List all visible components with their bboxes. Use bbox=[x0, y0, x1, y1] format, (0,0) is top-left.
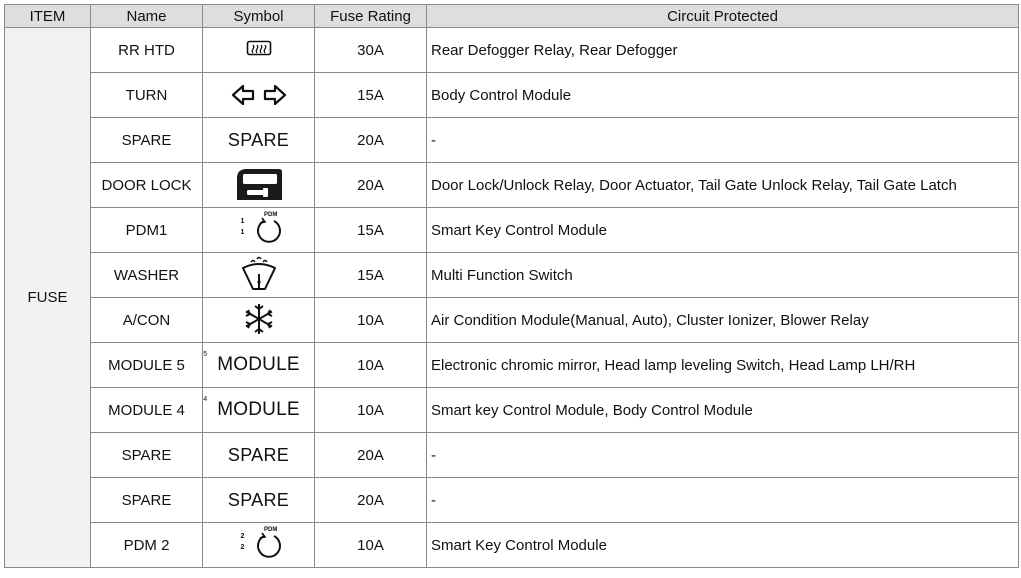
circuit-protected: - bbox=[427, 478, 1019, 523]
circuit-protected: Air Condition Module(Manual, Auto), Cluster Ionizer, Blower Relay bbox=[427, 298, 1019, 343]
spare-symbol-text: SPARE bbox=[227, 489, 290, 510]
fuse-rating: 10A bbox=[315, 523, 427, 568]
module-number: 5 bbox=[203, 351, 208, 358]
fuse-rating: 15A bbox=[315, 253, 427, 298]
fuse-name: SPARE bbox=[91, 433, 203, 478]
pdm-number-labels bbox=[241, 216, 245, 238]
rear-defogger-icon bbox=[246, 30, 272, 70]
pdm-number-bottom: 1 bbox=[240, 229, 245, 236]
fuse-rating: 20A bbox=[315, 118, 427, 163]
symbol-cell bbox=[203, 163, 315, 208]
circuit-protected: Smart key Control Module, Body Control Module bbox=[427, 388, 1019, 433]
module-number: 4 bbox=[203, 396, 208, 403]
fuse-name: TURN bbox=[91, 73, 203, 118]
pdm-number-top: 1 bbox=[240, 218, 245, 225]
pdm-icon bbox=[229, 208, 289, 248]
fuse-name: RR HTD bbox=[91, 28, 203, 73]
header-fuse-rating: Fuse Rating bbox=[315, 5, 427, 28]
header-circuit-protected: Circuit Protected bbox=[427, 5, 1019, 28]
header-item: ITEM bbox=[5, 5, 91, 28]
pdm-label: PDM bbox=[263, 527, 277, 533]
fuse-rating: 10A bbox=[315, 388, 427, 433]
table-row bbox=[5, 208, 1019, 253]
fuse-table bbox=[4, 4, 1019, 568]
fuse-name: DOOR LOCK bbox=[91, 163, 203, 208]
circuit-protected: - bbox=[427, 118, 1019, 163]
table-row bbox=[5, 298, 1019, 343]
table-row bbox=[5, 118, 1019, 163]
table-row bbox=[5, 253, 1019, 298]
turn-arrows-icon bbox=[231, 75, 287, 115]
module-symbol-text: MODULE bbox=[217, 354, 300, 375]
fuse-rating: 20A bbox=[315, 433, 427, 478]
symbol-cell bbox=[203, 523, 315, 568]
fuse-rating: 15A bbox=[315, 208, 427, 253]
fuse-name: MODULE 4 bbox=[91, 388, 203, 433]
fuse-name: PDM1 bbox=[91, 208, 203, 253]
table-row bbox=[5, 163, 1019, 208]
module-symbol bbox=[203, 390, 300, 430]
pdm-number-top: 2 bbox=[240, 533, 245, 540]
spare-symbol-text: SPARE bbox=[227, 444, 290, 465]
pdm-number-bottom: 2 bbox=[240, 544, 245, 551]
symbol-cell bbox=[203, 433, 315, 478]
snowflake-icon bbox=[241, 299, 277, 339]
table-row bbox=[5, 73, 1019, 118]
circuit-protected: Body Control Module bbox=[427, 73, 1019, 118]
fuse-rating: 10A bbox=[315, 343, 427, 388]
fuse-rating: 10A bbox=[315, 298, 427, 343]
fuse-name: WASHER bbox=[91, 253, 203, 298]
circuit-protected: Multi Function Switch bbox=[427, 253, 1019, 298]
fuse-rating: 15A bbox=[315, 73, 427, 118]
table-row bbox=[5, 478, 1019, 523]
circuit-protected: Electronic chromic mirror, Head lamp leveling Switch, Head Lamp LH/RH bbox=[427, 343, 1019, 388]
spare-symbol-text: SPARE bbox=[227, 129, 290, 150]
symbol-cell bbox=[203, 388, 315, 433]
module-symbol bbox=[203, 345, 300, 385]
symbol-cell bbox=[203, 343, 315, 388]
fuse-name: SPARE bbox=[91, 118, 203, 163]
pdm-icon bbox=[229, 523, 289, 563]
circuit-protected: Door Lock/Unlock Relay, Door Actuator, Tail Gate Unlock Relay, Tail Gate Latch bbox=[427, 163, 1019, 208]
item-cell: FUSE bbox=[5, 28, 91, 568]
fuse-name: MODULE 5 bbox=[91, 343, 203, 388]
table-row bbox=[5, 433, 1019, 478]
symbol-cell bbox=[203, 298, 315, 343]
table-row bbox=[5, 523, 1019, 568]
header-name: Name bbox=[91, 5, 203, 28]
fuse-rating: 20A bbox=[315, 163, 427, 208]
module-symbol-text: MODULE bbox=[217, 399, 300, 420]
circuit-protected: Smart Key Control Module bbox=[427, 523, 1019, 568]
symbol-cell bbox=[203, 478, 315, 523]
door-lock-icon bbox=[233, 164, 285, 204]
washer-icon bbox=[237, 254, 281, 294]
table-row bbox=[5, 343, 1019, 388]
header-row bbox=[5, 5, 1019, 28]
symbol-cell bbox=[203, 28, 315, 73]
symbol-cell bbox=[203, 253, 315, 298]
header-symbol: Symbol bbox=[203, 5, 315, 28]
fuse-name: A/CON bbox=[91, 298, 203, 343]
fuse-name: SPARE bbox=[91, 478, 203, 523]
circuit-protected: Smart Key Control Module bbox=[427, 208, 1019, 253]
circuit-protected: - bbox=[427, 433, 1019, 478]
pdm-label: PDM bbox=[263, 212, 277, 218]
circuit-protected: Rear Defogger Relay, Rear Defogger bbox=[427, 28, 1019, 73]
symbol-cell bbox=[203, 208, 315, 253]
table-row bbox=[5, 28, 1019, 73]
symbol-cell bbox=[203, 73, 315, 118]
table-row bbox=[5, 388, 1019, 433]
symbol-cell bbox=[203, 118, 315, 163]
fuse-rating: 20A bbox=[315, 478, 427, 523]
fuse-rating: 30A bbox=[315, 28, 427, 73]
pdm-number-labels bbox=[241, 531, 245, 553]
fuse-name: PDM 2 bbox=[91, 523, 203, 568]
